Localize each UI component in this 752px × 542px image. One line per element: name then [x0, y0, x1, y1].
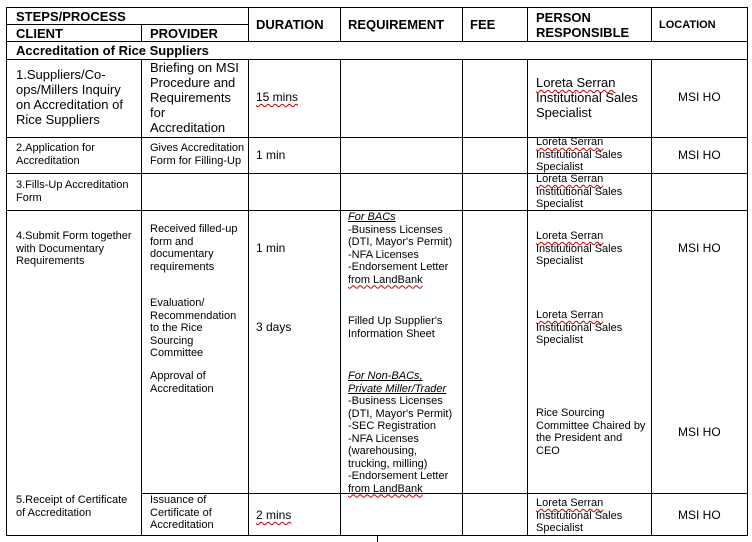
row1-client	[16, 67, 123, 127]
row3-client	[16, 179, 129, 204]
text-line: Institutional Sales	[536, 90, 638, 105]
text-line: -NFA Licenses	[348, 248, 419, 261]
text-line: Rice Sourcing	[536, 407, 605, 419]
text-line: Information Sheet	[348, 327, 435, 340]
grid-line	[651, 59, 652, 536]
text-line: Specialist	[536, 334, 584, 346]
row4-person-c	[536, 407, 645, 457]
text-line: Briefing on MSI	[150, 60, 239, 75]
text-line: 4.Submit Form together	[16, 230, 132, 242]
header-requirement: REQUIREMENT	[348, 17, 445, 32]
text-line: from LandBank	[348, 273, 423, 286]
row2-provider	[150, 142, 244, 167]
req-subtitle: For Non-BACs,	[348, 370, 423, 382]
text-line: trucking, milling)	[348, 457, 428, 470]
row5-person	[536, 497, 622, 535]
duration-value: 15 mins	[256, 90, 299, 104]
row4-duration-b: 3 days	[256, 320, 292, 334]
text-line: Loreta Serran	[536, 497, 604, 509]
grid-line	[6, 173, 748, 174]
text-line: Sourcing	[150, 334, 194, 347]
grid-line	[527, 7, 528, 42]
grid-line	[340, 7, 341, 42]
text-line: Specialist	[536, 105, 592, 120]
text-line: Accreditation	[150, 382, 214, 395]
text-line: to the Rice	[150, 322, 203, 334]
header-provider: PROVIDER	[150, 26, 218, 41]
row1-location: MSI HO	[678, 90, 721, 104]
grid-line	[747, 7, 748, 536]
grid-line	[248, 59, 249, 536]
grid-line	[462, 59, 463, 536]
text-line: Form	[16, 191, 42, 204]
text-line: with Documentary	[16, 242, 105, 255]
text-line: Institutional Sales	[536, 148, 623, 161]
text-line: Rice Suppliers	[16, 112, 100, 127]
row4-person-a	[536, 230, 622, 268]
text-line: 5.Receipt of Certificate	[16, 494, 128, 506]
text-line: Accreditation	[150, 120, 226, 135]
text-line: Specialist	[536, 255, 584, 267]
text-line: -Business Licenses	[348, 223, 443, 236]
page-mark	[377, 536, 378, 542]
text-line: the President and	[536, 432, 623, 444]
duration-value: 2 mins	[256, 508, 292, 522]
row5-duration	[256, 509, 291, 522]
row4-location-c: MSI HO	[678, 425, 721, 439]
text-line: Loreta Serran	[536, 136, 604, 148]
grid-line	[6, 24, 248, 25]
grid-line	[248, 7, 249, 42]
row2-client	[16, 142, 95, 167]
grid-line	[141, 59, 142, 536]
row1-person	[536, 75, 638, 120]
row2-person	[536, 136, 622, 174]
row1-duration	[256, 91, 298, 104]
text-line: Accreditation	[150, 519, 214, 531]
text-line: Procedure and	[150, 75, 236, 90]
req-subtitle: Private Miller/Trader	[348, 382, 447, 395]
text-line: for	[150, 105, 166, 120]
text-line: Requirements	[150, 90, 231, 105]
row5-client	[16, 494, 127, 519]
text-line: of Accreditation	[16, 506, 92, 519]
text-line: requirements	[150, 260, 215, 273]
header-fee: FEE	[470, 17, 496, 32]
text-line: Committee Chaired by	[536, 419, 646, 432]
text-line: Loreta Serran	[536, 173, 604, 185]
row4-provider-evaluation	[150, 297, 236, 360]
grid-line	[340, 59, 341, 536]
section-title: Accreditation of Rice Suppliers	[16, 43, 209, 58]
row5-provider	[150, 494, 214, 532]
text-line: -Business Licenses	[348, 395, 443, 407]
header-location: LOCATION	[659, 19, 716, 31]
text-line: Specialist	[536, 161, 584, 173]
text-line: Institutional Sales	[536, 242, 623, 255]
row4-client	[16, 230, 132, 268]
text-line: ops/Millers Inquiry	[16, 82, 121, 97]
row2-duration: 1 min	[256, 148, 286, 162]
text-line: (warehousing,	[348, 445, 418, 457]
grid-line	[141, 24, 142, 42]
text-line: (DTI, Mayor's Permit)	[348, 236, 453, 248]
text-line: Form for Filling-Up	[150, 154, 242, 167]
row1-provider	[150, 60, 239, 135]
text-line: Certificate of	[150, 506, 212, 519]
grid-line	[6, 7, 7, 536]
text-line: Loreta Serran	[536, 75, 616, 90]
grid-line	[6, 59, 748, 60]
text-line: 2.Application for	[16, 142, 95, 154]
text-line: Institutional Sales	[536, 509, 623, 522]
text-line: Specialist	[536, 198, 584, 210]
grid-line	[527, 59, 528, 536]
grid-line	[462, 7, 463, 42]
text-line: Institutional Sales	[536, 185, 623, 198]
text-line: from LandBank	[348, 482, 423, 495]
grid-line	[6, 41, 748, 42]
header-client: CLIENT	[16, 26, 63, 41]
text-line: Approval of	[150, 370, 206, 382]
row5-location: MSI HO	[678, 508, 721, 522]
text-line: (DTI, Mayor's Permit)	[348, 407, 453, 420]
text-line: Evaluation/	[150, 297, 205, 309]
text-line: Specialist	[536, 522, 584, 534]
row4-provider-received	[150, 223, 237, 273]
text-line: CEO	[536, 444, 560, 457]
text-line: Received filled-up	[150, 223, 238, 235]
text-line: -SEC Registration	[348, 420, 437, 432]
text-line: 1.Suppliers/Co-	[16, 67, 106, 82]
row3-person	[536, 173, 622, 211]
text-line: Filled Up Supplier's	[348, 315, 443, 327]
row4-req-nonbacs	[348, 370, 452, 495]
req-subtitle: For BACs	[348, 211, 396, 223]
row4-duration-a: 1 min	[256, 241, 286, 255]
row4-location-a: MSI HO	[678, 241, 721, 255]
text-line: Accreditation	[16, 154, 80, 167]
grid-line	[651, 7, 652, 42]
text-line: Requirements	[16, 255, 85, 267]
text-line: on Accreditation of	[16, 97, 123, 112]
text-line: -Endorsement Letter	[348, 261, 449, 273]
text-line: Committee	[150, 347, 204, 359]
text-line: Loreta Serran	[536, 309, 604, 321]
text-line: Gives Accreditation	[150, 142, 245, 154]
text-line: Recommendation	[150, 309, 237, 322]
row2-location: MSI HO	[678, 148, 721, 162]
text-line: Institutional Sales	[536, 321, 623, 334]
text-line: -NFA Licenses	[348, 432, 419, 445]
row4-req-info-sheet	[348, 315, 442, 340]
row4-provider-approval	[150, 370, 214, 395]
text-line: Issuance of	[150, 494, 207, 506]
header-steps-process: STEPS/PROCESS	[16, 9, 126, 24]
text-line: form and	[150, 235, 194, 248]
row4-person-b	[536, 309, 622, 347]
text-line: 3.Fills-Up Accreditation	[16, 179, 129, 191]
header-duration: DURATION	[256, 17, 324, 32]
text-line: Loreta Serran	[536, 230, 604, 242]
row4-req-bacs	[348, 211, 452, 286]
grid-line	[6, 7, 748, 8]
text-line: -Endorsement Letter	[348, 470, 449, 482]
text-line: documentary	[150, 248, 214, 260]
header-person	[536, 10, 629, 40]
header-person-line: PERSON	[536, 10, 591, 25]
grid-line	[6, 137, 748, 138]
header-person-line: RESPONSIBLE	[536, 25, 630, 40]
